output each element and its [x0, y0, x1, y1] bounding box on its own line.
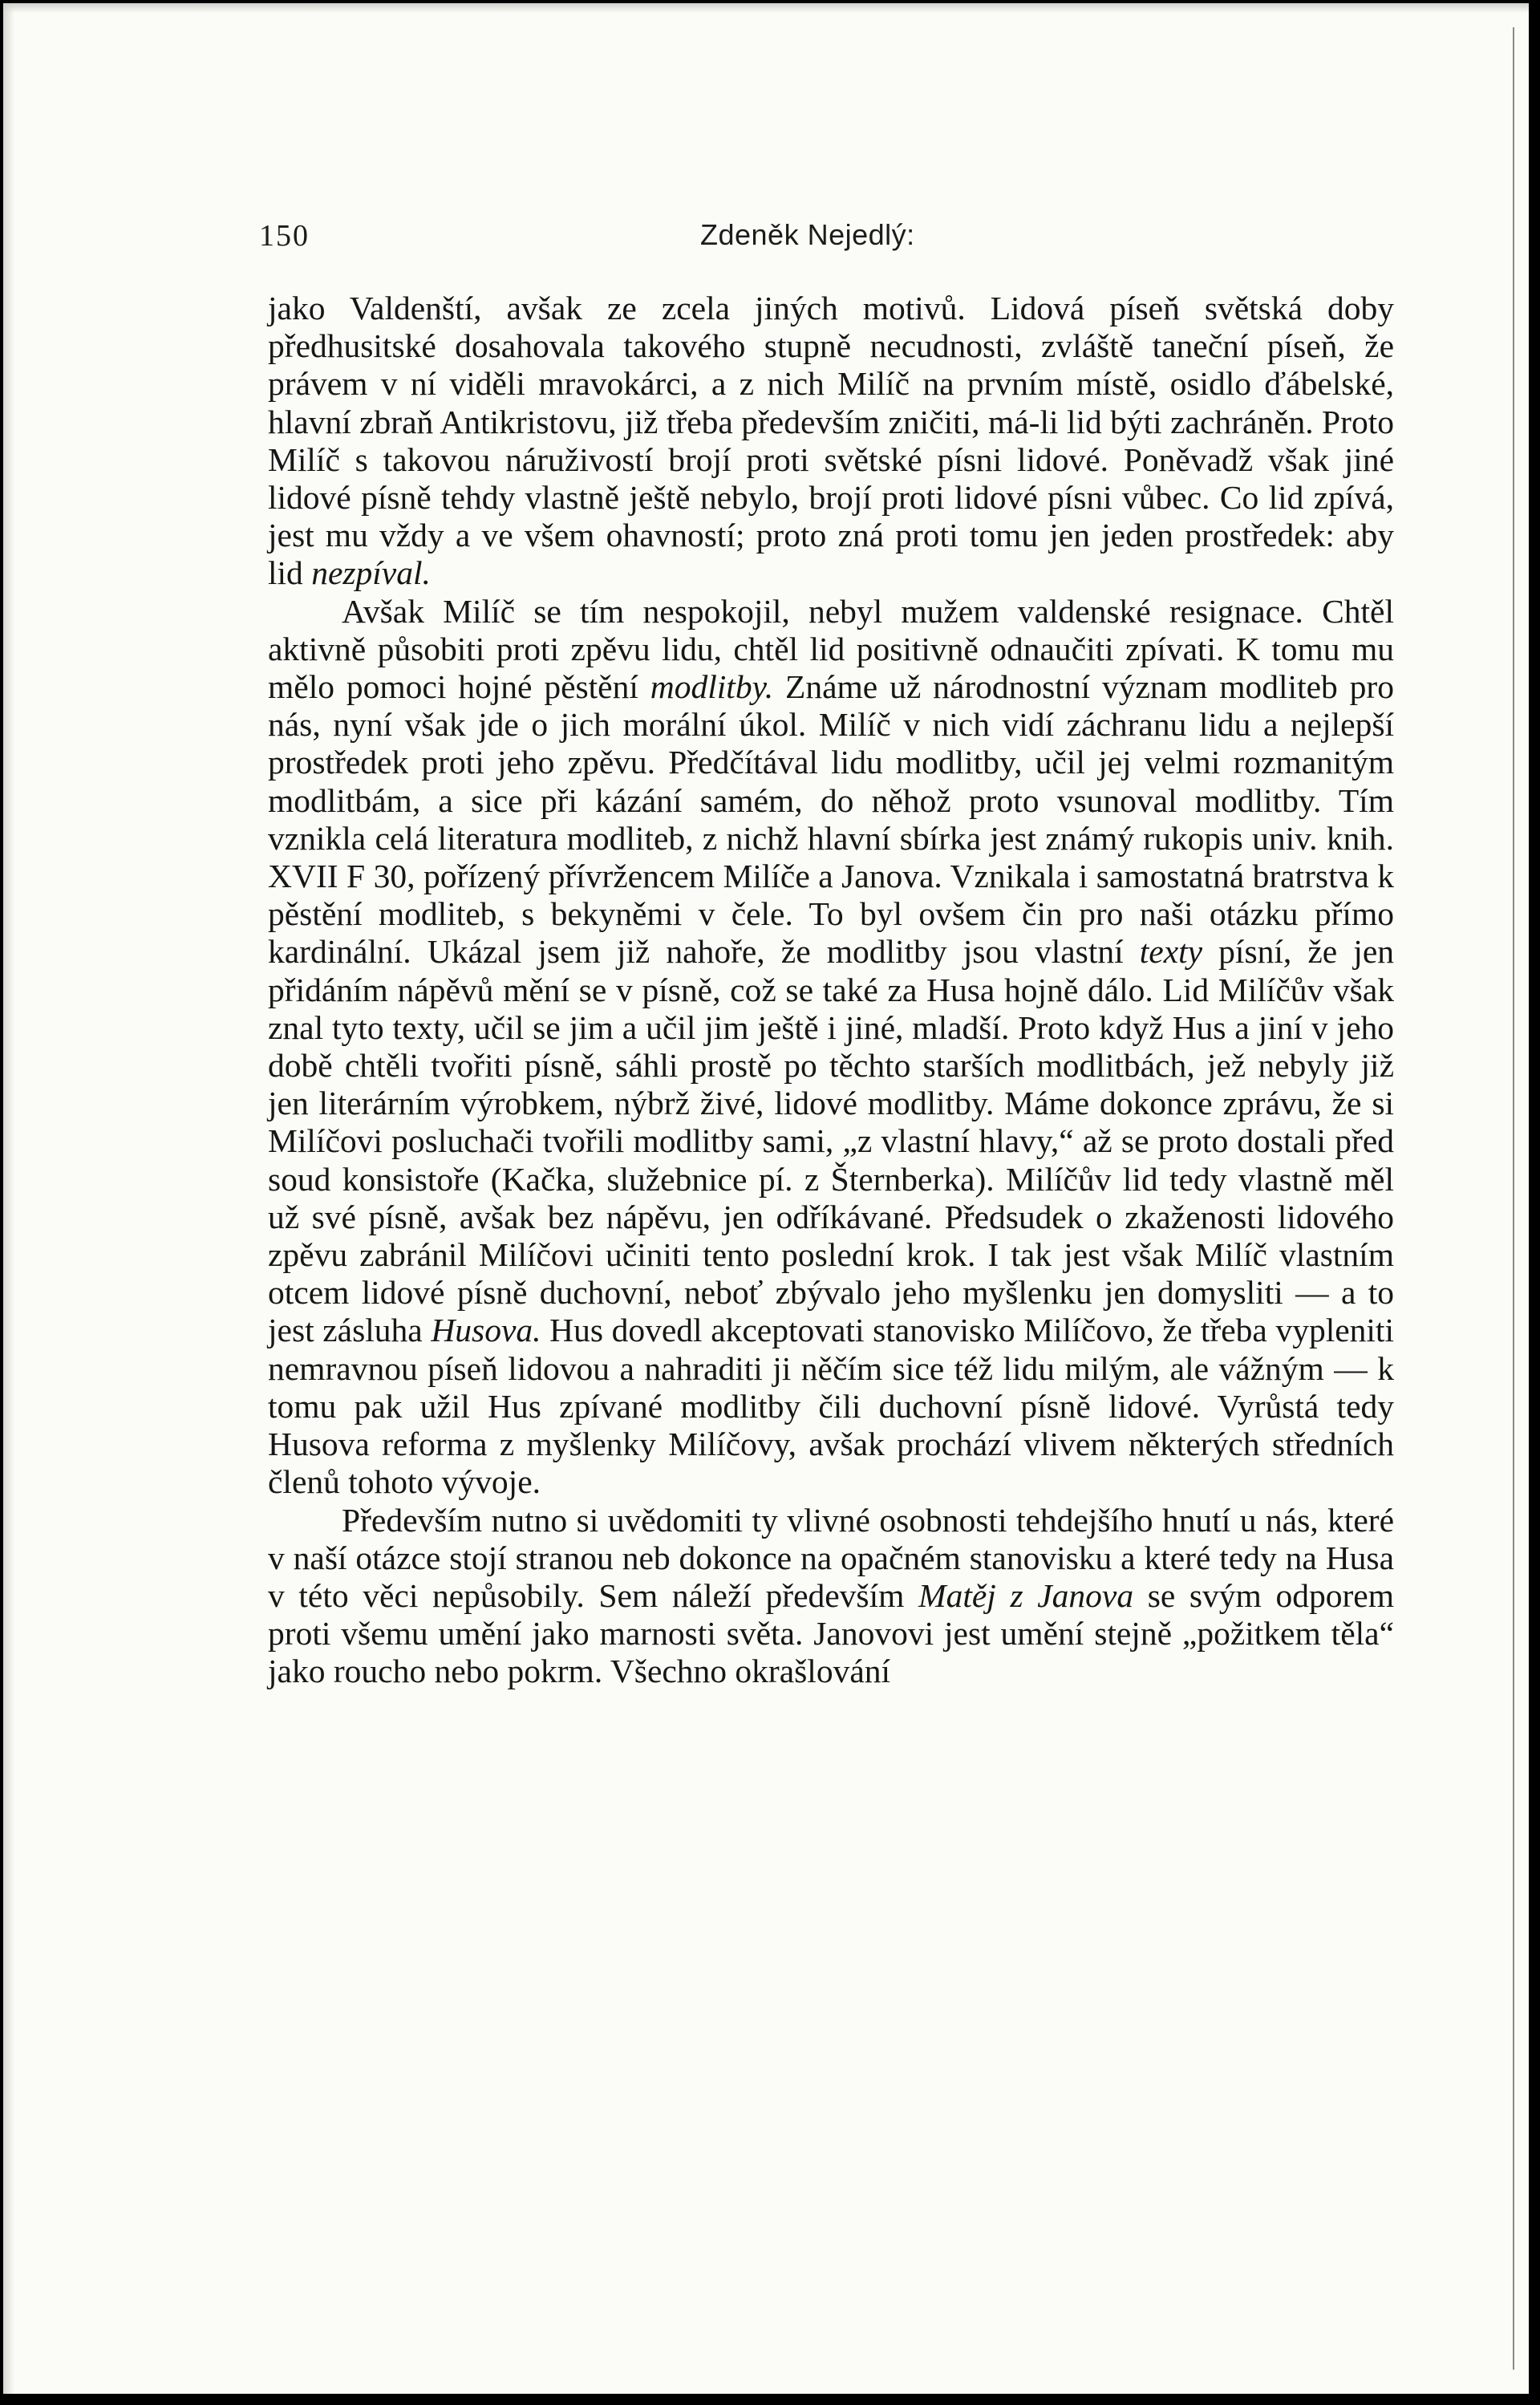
paragraph-3 — [268, 1502, 1394, 1691]
page-binding-edge — [1513, 27, 1514, 2370]
text-segment-italic: Husova. — [431, 1312, 541, 1349]
text-segment: Hus dovedl akceptovati stanovisko Milíčovo, že třeba vypleniti nemravnou píseň lidovou a nahraditi ji něčím sice též lidu milým, ale vážným — k tomu pak užil Hus zpívané modlitby čili duchovní písně lidové. Vyrůstá tedy Husova reforma z myšlenky Milíčovy, avšak prochází vlivem některých středních členů tohoto vývoje. — [268, 1312, 1394, 1501]
book-page — [3, 3, 1529, 2394]
text-segment: Známe už národnostní význam modliteb pro nás, nyní však jde o jich morální úkol. Milíč v nich vidí záchranu lidu a nejlepší prostředek proti jeho zpěvu. Předčítával lidu modlitby, učil jej velmi rozmanitým modlitbám, a sice při kázání samém, do něhož proto vsunoval modlitby. Tím vznikla celá literatura modliteb, z nichž hlavní sbírka jest známý rukopis univ. knih. XVII F 30, pořízený přívržencem Milíče a Janova. Vznikala i samostatná bratrstva k pěstění modliteb, s bekyněmi v čele. To byl ovšem čin pro naši otázku přímo kardinální. Ukázal jsem již nahoře, že modlitby jsou vlastní — [268, 668, 1394, 971]
text-segment: jako Valdenští, avšak ze zcela jiných motivů. Lidová píseň světská doby předhusitské dosahovala takového stupně necudnosti, zvláště taneční píseň, že právem v ní viděli mravokárci, a z nich Milíč na prvním místě, osidlo ďábelské, hlavní zbraň Antikristovu, již třeba především zničiti, má-li lid býti zachráněn. Proto Milíč s takovou náruživostí brojí proti světské písni lidové. Poněvadž však jiné lidové písně tehdy vlastně ještě nebylo, brojí proti lidové písni vůbec. Co lid zpívá, jest mu vždy a ve všem ohavností; proto zná proti tomu jen jeden prostředek: aby lid — [268, 290, 1394, 592]
page-number: 150 — [259, 219, 310, 253]
paragraph-2 — [268, 593, 1394, 1502]
page-top-shadow — [3, 3, 1529, 13]
text-segment: Především nutno si uvědomiti ty vlivné osobnosti tehdejšího hnutí u nás, které v naší otázce stojí stranou neb dokonce na opačném stanovisku a které tedy na Husa v této věci nepůsobily. Sem náleží především — [268, 1501, 1394, 1614]
text-segment-italic: nezpíval. — [311, 554, 431, 592]
text-segment: Avšak Milíč se tím nespokojil, nebyl mužem valdenské resignace. Chtěl aktivně působiti proti zpěvu lidu, chtěl lid positivně odnaučiti zpívati. K tomu mu mělo pomoci hojné pěstění — [268, 592, 1394, 706]
running-head: Zdeněk Nejedlý: — [700, 218, 915, 251]
text-segment-italic: modlitby. — [650, 668, 774, 706]
page-header — [259, 218, 1394, 266]
text-segment-italic: Matěj z Janova — [918, 1576, 1134, 1614]
body-text — [268, 290, 1394, 1691]
page-edge-shadow — [3, 3, 14, 2394]
text-segment: písní, že jen přidáním nápěvů mění se v písně, což se také za Husa hojně dálo. Lid Milíčův však znal tyto texty, učil se jim a učil jim ještě i jiné, mladší. Proto když Hus a jiní v jeho době chtěli tvořiti písně, sáhli prostě po těchto starších modlitbách, jež nebyly již jen literárním výrobkem, nýbrž živé, lidové modlitby. Máme dokonce zprávu, že si Milíčovi posluchači tvořili modlitby sami, „z vlastní hlavy,“ až se proto dostali před soud konsistoře (Kačka, služebnice pí. z Šternberka). Milíčův lid tedy vlastně měl už své písně, avšak bez nápěvu, jen odříkávané. Předsudek o zkaženosti lidového zpěvu zabránil Milíčovi učiniti tento poslední krok. I tak jest však Milíč vlastním otcem lidové písně duchovní, neboť zbývalo jeho myšlenku jen domysliti — a to jest zásluha — [268, 933, 1395, 1349]
paragraph-1 — [268, 290, 1394, 593]
text-segment: se svým odporem proti všemu umění jako marnosti světa. Janovovi jest umění stejně „požitkem těla“ jako roucho nebo pokrm. Všechno okrašlování — [268, 1576, 1394, 1690]
text-segment-italic: texty — [1139, 933, 1203, 971]
